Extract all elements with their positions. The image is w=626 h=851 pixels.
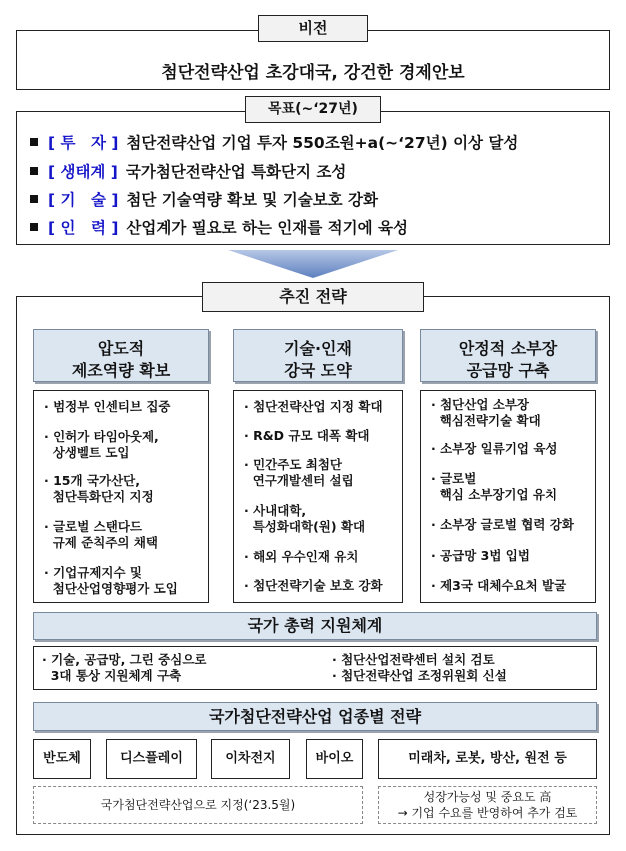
industry-band: 국가첨단전략산업 업종별 전략 bbox=[33, 702, 597, 731]
item-line: · 첨단산업전략센터 설치 검토 bbox=[332, 652, 495, 667]
support-right-item bbox=[332, 652, 507, 684]
item-line: 특성화대학(원) 확대 bbox=[244, 519, 366, 534]
goal-label: [ 투 자 ] bbox=[48, 134, 119, 152]
item-line: · 첨단전략산업 지정 확대 bbox=[244, 399, 383, 414]
item-line: · 첨단전략기술 보호 강화 bbox=[244, 578, 383, 593]
strategy-list-supply-chain bbox=[420, 390, 596, 603]
list-item bbox=[244, 503, 365, 535]
list-item bbox=[244, 399, 383, 415]
goal-text: 첨단 기술역량 확보 및 기술보호 강화 bbox=[126, 191, 378, 209]
strategy-tag: 추진 전략 bbox=[202, 282, 424, 312]
sector-secondary-battery: 이차전지 bbox=[211, 739, 290, 779]
item-line: 핵심 소부장기업 유치 bbox=[431, 487, 558, 502]
sector-others: 미래차, 로봇, 방산, 원전 등 bbox=[378, 739, 597, 779]
strategy-column-head-supply-chain bbox=[420, 329, 596, 382]
item-line: · 소부장 글로벌 협력 강화 bbox=[431, 517, 574, 532]
list-item bbox=[44, 399, 170, 415]
item-line: 첨단산업영향평가 도입 bbox=[44, 581, 178, 596]
item-line: 핵심전략기술 확대 bbox=[431, 413, 541, 428]
bullet-square-icon bbox=[30, 195, 38, 203]
item-line: · 기술, 공급망, 그린 중심으로 bbox=[42, 652, 207, 667]
item-line: · R&D 규모 대폭 확대 bbox=[244, 428, 370, 443]
list-item bbox=[431, 397, 541, 429]
column-title-line: 기술·인재 bbox=[284, 339, 352, 358]
note-line: → 기업 수요를 반영하여 추가 검토 bbox=[397, 806, 578, 820]
list-item bbox=[44, 519, 158, 551]
goals-tag: 목표(~‘27년) bbox=[245, 96, 381, 123]
list-item bbox=[431, 471, 557, 503]
designated-note: 국가첨단전략산업으로 지정(‘23.5월) bbox=[33, 786, 363, 824]
item-line: · 15개 국가산단, bbox=[44, 473, 140, 488]
strategy-column-head-tech-talent bbox=[233, 329, 403, 382]
list-item bbox=[431, 578, 566, 594]
item-line: · 첨단산업 소부장 bbox=[431, 397, 529, 412]
list-item bbox=[44, 473, 154, 505]
review-note bbox=[378, 786, 597, 824]
bullet-square-icon bbox=[30, 138, 38, 146]
goal-row-investment bbox=[30, 131, 518, 153]
note-line: 성장가능성 및 중요도 高 bbox=[423, 790, 552, 804]
list-item bbox=[44, 565, 178, 597]
column-title-line: 압도적 bbox=[97, 339, 145, 358]
item-line: · 기업규제지수 및 bbox=[44, 565, 142, 580]
goal-label: [ 기 술 ] bbox=[48, 191, 119, 209]
support-detail-box bbox=[33, 646, 597, 690]
goal-text: 산업계가 필요로 하는 인재를 적기에 육성 bbox=[126, 219, 408, 237]
item-line: · 공급망 3법 입법 bbox=[431, 548, 530, 563]
vision-tag: 비전 bbox=[258, 15, 368, 42]
item-line: · 범정부 인센티브 집중 bbox=[44, 399, 171, 414]
item-line: · 소부장 일류기업 육성 bbox=[431, 441, 558, 456]
column-title-line: 제조역량 확보 bbox=[71, 361, 171, 380]
item-line: 첨단특화단지 지정 bbox=[44, 489, 154, 504]
column-title-line: 공급망 구축 bbox=[466, 361, 550, 380]
sector-semiconductor: 반도체 bbox=[33, 739, 91, 779]
column-title-line: 안정적 소부장 bbox=[458, 339, 558, 358]
item-line: · 해외 우수인재 유치 bbox=[244, 549, 359, 564]
goal-label: [ 생태계 ] bbox=[48, 163, 118, 181]
list-item bbox=[431, 548, 530, 564]
strategy-list-tech-talent bbox=[233, 390, 403, 603]
support-left-item bbox=[42, 652, 206, 684]
goal-row-technology bbox=[30, 188, 378, 210]
goal-text: 국가첨단전략산업 특화단지 조성 bbox=[125, 163, 347, 181]
goal-row-talent bbox=[30, 216, 408, 238]
item-line: 상생벨트 도입 bbox=[44, 445, 130, 460]
strategy-list-manufacturing bbox=[33, 390, 209, 603]
list-item bbox=[244, 428, 370, 444]
list-item bbox=[44, 429, 159, 461]
item-line: 연구개발센터 설립 bbox=[244, 473, 354, 488]
goal-label: [ 인 력 ] bbox=[48, 219, 119, 237]
item-line: · 사내대학, bbox=[244, 503, 307, 518]
list-item bbox=[244, 578, 383, 594]
strategy-column-head-manufacturing bbox=[33, 329, 209, 382]
goal-text: 첨단전략산업 기업 투자 550조원+a(~‘27년) 이상 달성 bbox=[126, 134, 519, 152]
sector-display: 디스플레이 bbox=[106, 739, 197, 779]
goal-row-ecosystem bbox=[30, 160, 346, 182]
list-item bbox=[244, 457, 354, 489]
list-item bbox=[431, 441, 557, 457]
bullet-square-icon bbox=[30, 223, 38, 231]
item-line: · 인허가 타임아웃제, bbox=[44, 429, 159, 444]
vision-text: 첨단전략산업 초강대국, 강건한 경제안보 bbox=[161, 63, 465, 83]
item-line: · 민간주도 최첨단 bbox=[244, 457, 342, 472]
column-title-line: 강국 도약 bbox=[284, 361, 352, 380]
list-item bbox=[244, 549, 358, 565]
down-arrow-icon bbox=[228, 250, 398, 280]
list-item bbox=[431, 517, 574, 533]
item-line: 규제 준칙주의 채택 bbox=[44, 535, 159, 550]
bullet-square-icon bbox=[30, 167, 38, 175]
item-line: · 글로벌 스탠다드 bbox=[44, 519, 142, 534]
support-band: 국가 총력 지원체계 bbox=[33, 612, 597, 640]
item-line: · 글로벌 bbox=[431, 471, 477, 486]
item-line: 3대 통상 지원체계 구축 bbox=[42, 668, 182, 683]
sector-bio: 바이오 bbox=[306, 739, 363, 779]
item-line: · 제3국 대체수요처 발굴 bbox=[431, 578, 567, 593]
item-line: · 첨단전략산업 조정위원회 신설 bbox=[332, 668, 507, 683]
